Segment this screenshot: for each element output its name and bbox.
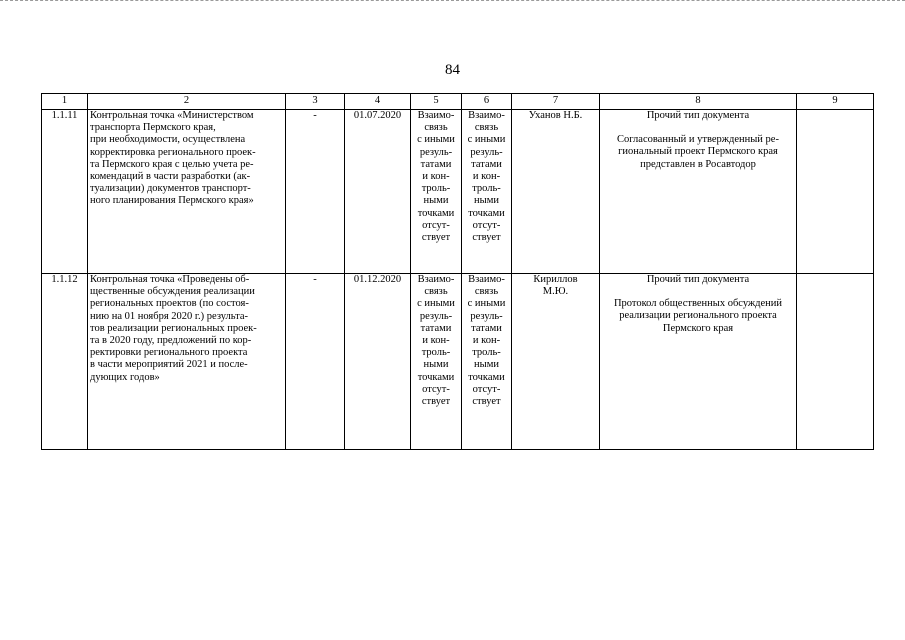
deadline-date: 01.07.2020 [345,110,411,274]
text-line: нию на 01 ноября 2020 г.) результа- [90,310,249,322]
text-line: та в 2020 году, предложений по кор- [90,335,252,347]
col3-value: - [286,274,345,450]
top-border-line [0,0,905,1]
text-line: троль- [472,183,501,195]
document-type-cell [600,274,797,450]
text-line: отсут- [472,383,501,395]
text-line: М.Ю. [542,286,569,298]
relationship-cell [462,274,512,450]
text-line: ными [474,195,499,207]
text-line: резуль- [419,310,453,322]
text-line: с иными [467,298,506,310]
text-line: резуль- [470,146,503,158]
text-line: отсут- [422,219,450,231]
header-cell: 1 [42,94,88,110]
header-cell: 8 [600,94,797,110]
text-line: тов реализации региональных проек- [90,322,257,334]
relationship-cell [411,274,462,450]
text-line: отсут- [422,383,450,395]
text-line: при необходимости, осуществлена [90,134,246,146]
document-type: Прочий тип документа [646,110,750,121]
text-line: Согласованный и утвержденный ре- [617,134,779,146]
text-line: резуль- [419,146,453,158]
header-cell: 6 [462,94,512,110]
text-line: связь [474,122,499,134]
responsible-person [512,274,600,450]
text-line: и кон- [472,335,501,347]
text-line: ными [474,359,499,371]
text-line: Взаимо- [417,110,455,121]
table-row [42,274,874,450]
text-line: транспорта Пермского края, [90,122,216,134]
control-point-name [88,110,286,274]
document-description [602,134,794,171]
text-line: точками [417,207,455,219]
header-cell: 5 [411,94,462,110]
text-line: и кон- [422,171,450,183]
text-line: с иными [417,298,455,310]
text-line: татами [471,158,502,170]
relationship-cell [462,110,512,274]
text-line: троль- [421,347,451,359]
text-line: гиональный проект Пермского края [618,146,778,158]
text-line: Взаимо- [417,274,455,285]
col3-value: - [286,110,345,274]
text-line: связь [424,122,448,134]
document-description [602,298,794,335]
text-line: резуль- [470,310,503,322]
text-line: связь [424,286,448,298]
header-row [42,94,874,110]
text-line: ректировки регионального проекта [90,347,248,359]
text-line: туализации) документов транспорт- [90,183,251,195]
document-type-cell [600,110,797,274]
text-line: точками [417,371,455,383]
text-line: региональных проектов (по состоя- [90,298,249,310]
text-line: ствует [472,232,501,244]
responsible-person [512,110,600,274]
col9-value [797,274,874,450]
text-line: Протокол общественных обсуждений [613,298,783,310]
text-line: татами [420,322,452,334]
table-row [42,110,874,274]
text-line: ного планирования Пермского края» [90,195,254,207]
text-line: троль- [472,347,501,359]
text-line: ствует [421,396,451,408]
header-cell: 4 [345,94,411,110]
text-line: Пермского края [662,322,734,334]
text-line: Взаимо- [468,274,505,285]
row-number: 1.1.12 [42,274,88,450]
col9-value [797,110,874,274]
text-line: Взаимо- [468,110,505,121]
header-cell: 3 [286,94,345,110]
text-line: Уханов Н.Б. [528,110,583,121]
text-line: в части мероприятий 2021 и после- [90,359,248,371]
text-line: реализации регионального проекта [619,310,777,322]
control-points-table [41,93,874,450]
text-line: дующих годов» [90,371,160,383]
text-line: ными [423,195,449,207]
text-line: связь [474,286,499,298]
header-cell: 9 [797,94,874,110]
text-line: корректировка регионального проек- [90,146,256,158]
text-line: ствует [472,396,501,408]
text-line: с иными [467,134,506,146]
text-line: троль- [421,183,451,195]
text-line: и кон- [422,335,450,347]
text-line: с иными [417,134,455,146]
text-line: точками [468,371,505,383]
text-line: точками [468,207,505,219]
text-line: представлен в Росавтодор [640,158,756,170]
text-line: татами [420,158,452,170]
relationship-cell [411,110,462,274]
text-line: ствует [421,232,451,244]
header-cell: 2 [88,94,286,110]
text-line: та Пермского края с целью учета ре- [90,158,254,170]
document-type: Прочий тип документа [646,274,750,285]
text-line: комендаций в части разработки (ак- [90,171,251,183]
text-line: и кон- [472,171,501,183]
text-line: Контрольная точка «Министерством [90,110,254,121]
page-number: 84 [445,62,460,78]
header-cell: 7 [512,94,600,110]
text-line: щественные обсуждения реализации [90,286,255,298]
text-line: Контрольная точка «Проведены об- [90,274,250,285]
text-line: татами [471,322,502,334]
deadline-date: 01.12.2020 [345,274,411,450]
text-line: Кириллов [533,274,578,285]
text-line: ными [423,359,449,371]
text-line: отсут- [472,219,501,231]
control-point-name [88,274,286,450]
row-number: 1.1.11 [42,110,88,274]
